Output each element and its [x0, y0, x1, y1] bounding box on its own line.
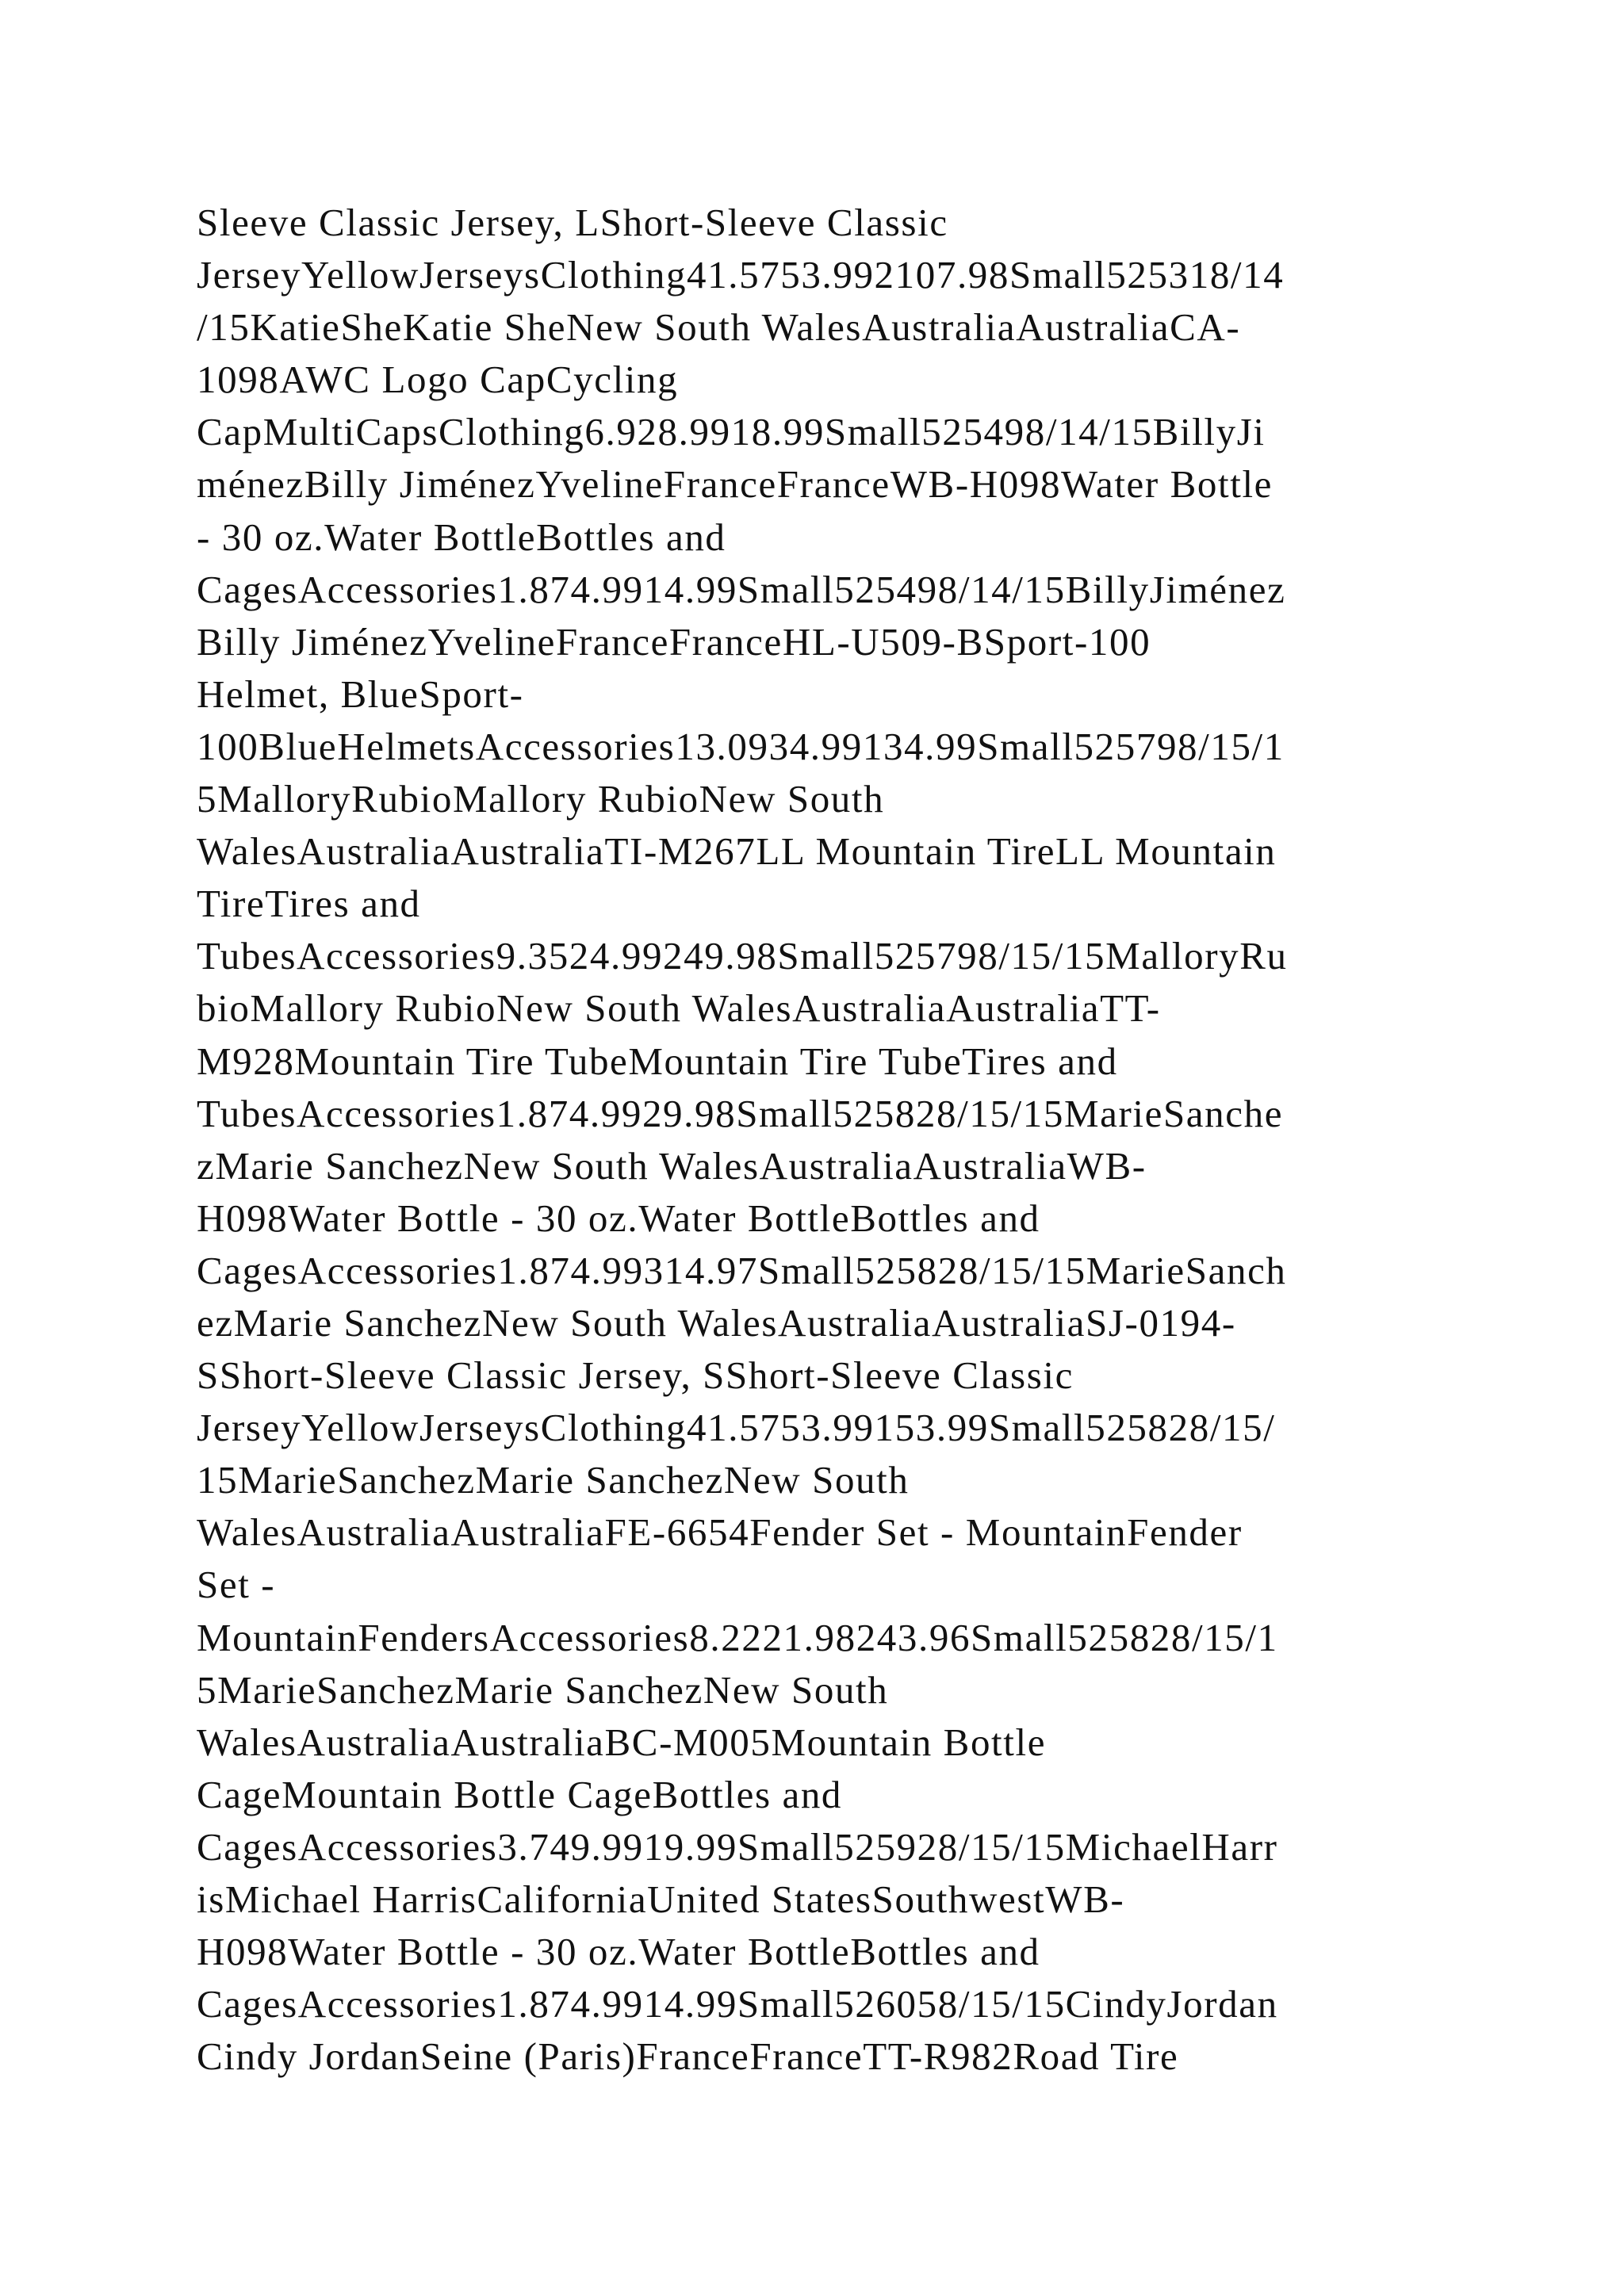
- text-line: WalesAustraliaAustraliaFE-6654Fender Set - MountainFender: [197, 1510, 1243, 1555]
- text-line: CagesAccessories3.749.9919.99Small525928/15/15MichaelHarr: [197, 1824, 1278, 1869]
- text-line: MountainFendersAccessories8.2221.98243.96Small525828/15/1: [197, 1615, 1278, 1659]
- text-line: ezMarie SanchezNew South WalesAustraliaAustraliaSJ-0194-: [197, 1300, 1236, 1345]
- text-line: Billy JiménezYvelineFranceFranceHL-U509-BSport-100: [197, 619, 1151, 664]
- text-line: M928Mountain Tire TubeMountain Tire TubeTires and: [197, 1039, 1118, 1083]
- text-line: WalesAustraliaAustraliaBC-M005Mountain Bottle: [197, 1720, 1047, 1764]
- text-line: JerseyYellowJerseysClothing41.5753.992107.98Small525318/14: [197, 253, 1285, 297]
- text-line: 5MarieSanchezMarie SanchezNew South: [197, 1667, 889, 1712]
- text-line: zMarie SanchezNew South WalesAustraliaAustraliaWB-: [197, 1143, 1147, 1188]
- text-line: Sleeve Classic Jersey, LShort-Sleeve Classic: [197, 201, 948, 244]
- text-line: CagesAccessories1.874.99314.97Small525828/15/15MarieSanch: [197, 1248, 1287, 1292]
- text-line: CagesAccessories1.874.9914.99Small525498/14/15BillyJiménez: [197, 567, 1286, 611]
- text-line: H098Water Bottle - 30 oz.Water BottleBottles and: [197, 1196, 1040, 1240]
- text-line: TireTires and: [197, 882, 421, 926]
- text-line: 1098AWC Logo CapCycling: [197, 358, 679, 402]
- text-line: TubesAccessories9.3524.99249.98Small525798/15/15MalloryRu: [197, 934, 1288, 978]
- text-line: CageMountain Bottle CageBottles and: [197, 1772, 843, 1816]
- text-line: 5MalloryRubioMallory RubioNew South: [197, 777, 885, 821]
- text-line: CagesAccessories1.874.9914.99Small526058/15/15CindyJordan: [197, 1982, 1278, 2026]
- text-line: Cindy JordanSeine (Paris)FranceFranceTT-R982Road Tire: [197, 2034, 1179, 2079]
- text-line: JerseyYellowJerseysClothing41.5753.99153.99Small525828/15/: [197, 1406, 1276, 1450]
- text-line: CapMultiCapsClothing6.928.9918.99Small525498/14/15BillyJi: [197, 410, 1266, 454]
- text-line: 15MarieSanchezMarie SanchezNew South: [197, 1458, 910, 1502]
- text-line: bioMallory RubioNew South WalesAustraliaAustraliaTT-: [197, 986, 1161, 1031]
- text-line: - 30 oz.Water BottleBottles and: [197, 515, 726, 559]
- document-text-block: [197, 197, 1450, 2083]
- text-line: 100BlueHelmetsAccessories13.0934.99134.99Small525798/15/1: [197, 724, 1285, 768]
- text-line: /15KatieSheKatie SheNew South WalesAustraliaAustraliaCA-: [197, 305, 1241, 350]
- text-line: ménezBilly JiménezYvelineFranceFranceWB-H098Water Bottle: [197, 462, 1274, 507]
- text-line: Set -: [197, 1563, 276, 1607]
- text-line: Helmet, BlueSport-: [197, 672, 524, 716]
- text-line: WalesAustraliaAustraliaTI-M267LL Mountain TireLL Mountain: [197, 829, 1277, 874]
- text-line: H098Water Bottle - 30 oz.Water BottleBottles and: [197, 1930, 1040, 1974]
- text-line: SShort-Sleeve Classic Jersey, SShort-Sleeve Classic: [197, 1353, 1074, 1398]
- text-line: isMichael HarrisCaliforniaUnited StatesSouthwestWB-: [197, 1877, 1125, 1921]
- text-line: TubesAccessories1.874.9929.98Small525828/15/15MarieSanche: [197, 1091, 1284, 1135]
